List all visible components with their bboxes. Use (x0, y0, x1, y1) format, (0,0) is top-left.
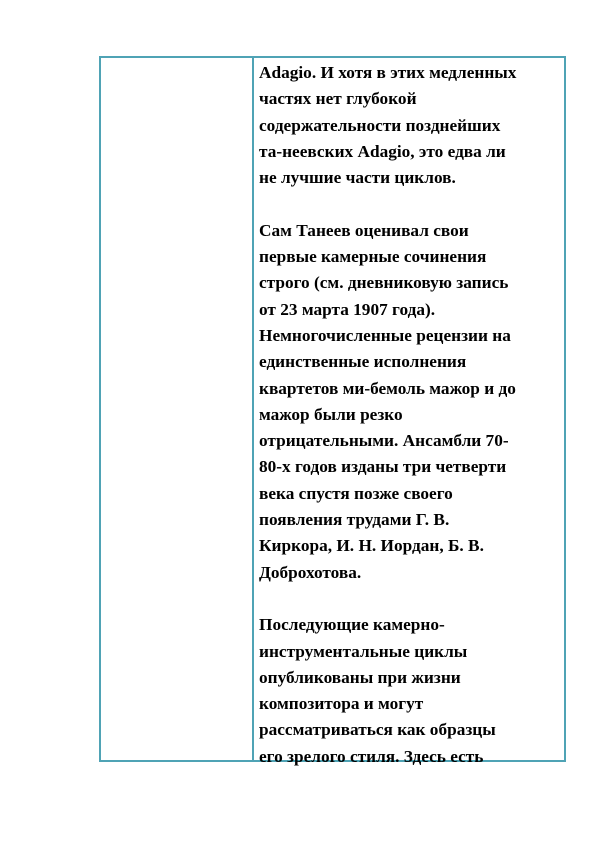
text-line: отрицательными. Ансамбли 70- (259, 431, 509, 451)
text-line: Adagio. И хотя в этих медленных (259, 63, 517, 82)
left-table-cell (101, 58, 252, 760)
text-line: его зрелого стиля. Здесь есть (259, 746, 484, 766)
text-line: Киркора, И. Н. Иордан, Б. В. (259, 536, 484, 556)
text-line: содержательности позднейших (259, 115, 501, 135)
column-divider (252, 56, 254, 762)
text-line: 80-х годов изданы три четверти (259, 457, 507, 477)
text-line: от 23 марта 1907 года). (259, 299, 436, 319)
text-line: мажор были резко (259, 404, 403, 424)
text-line: инструментальные циклы (259, 641, 468, 661)
right-table-cell (259, 60, 564, 766)
paragraph-gap (259, 191, 564, 217)
text-line: Последующие камерно- (259, 615, 445, 635)
text-line: композитора и могут (259, 694, 424, 714)
text-line: рассматриваться как образцы (259, 720, 496, 740)
text-line: строго (см. дневниковую запись (259, 273, 509, 293)
text-line: единственные исполнения (259, 352, 467, 372)
text-line: та-неевских Adagio, это едва ли (259, 141, 506, 161)
paragraph-adagio (259, 60, 564, 191)
text-line: Сам Танеев оценивал свои (259, 220, 469, 240)
paragraph-taneev-assessment (259, 218, 564, 586)
text-line: первые камерные сочинения (259, 247, 487, 267)
text-line: Немногочисленные рецензии на (259, 325, 511, 345)
paragraph-later-cycles (259, 612, 564, 770)
text-line: не лучшие части циклов. (259, 168, 456, 188)
text-line: квартетов ми-бемоль мажор и до (259, 378, 516, 398)
text-line: опубликованы при жизни (259, 667, 461, 687)
text-line: появления трудами Г. В. (259, 510, 450, 530)
text-line: века спустя позже своего (259, 483, 453, 503)
text-line: Доброхотова. (259, 562, 362, 582)
paragraph-gap (259, 586, 564, 612)
text-line: частях нет глубокой (259, 89, 417, 109)
